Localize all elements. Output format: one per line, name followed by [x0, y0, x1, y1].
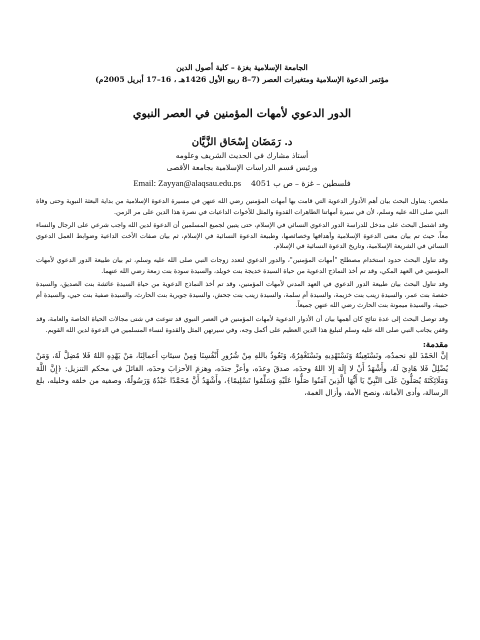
- page-content: [36, 62, 448, 622]
- introduction-heading: مقدمة:: [422, 339, 448, 350]
- author-name: د. رَمَضَان إِسْحَاق الزَّيَّان: [191, 137, 293, 148]
- email-block: [133, 178, 241, 188]
- author-contact: [36, 177, 448, 190]
- postal-address: فلسطين – غزة – ص ب 4051: [250, 179, 351, 188]
- email-label: Email:: [133, 178, 157, 188]
- abstract-paragraph: وقد تناول البحث بيان طبيعة الدور الدعوي في العهد المدني لأمهات المؤمنين، وقد تم أخذ النماذج الدعوية من حياة السيدة عائشة بنت الصديق، والسيدة حفصة بنت عمر، والسيدة زينب بنت خزيمة، والسيدة أم سلمة، والسيدة زينب بنت جحش، والسيدة جويرية بنت الحارث، والسيدة صفية بنت حيي، والسيدة أم حبيبة، والسيدة ميمونة بنت الحارث رضي الله عنهن جميعاً.: [36, 280, 448, 310]
- abstract-paragraph: وقد اشتمل البحث على مدخل للدراسة الدور الدعوي النسائي في الإسلام، حتى يتبين لجميع المسلمين أن الدعوة لدين الله واجب شرعي على الرجال والنساء معاً، حيث تم بيان معنى الدعوة الإسلامية وأهدافها وخصائصها، وطبيعة الدعوة النسائية في الإسلام، ثم بيان صفات الأخت الداعية وضوابط العمل الدعوي النسائي في الشريعة الإسلامية، وتاريخ الدعوة النسائية في الإسلام.: [36, 221, 448, 251]
- abstract: [36, 196, 448, 335]
- conference-line: مؤتمر الدعوة الإسلامية ومتغيرات العصر (7–8 ربيع الأول 1426هـ ، 16–17 أبريل 2005م): [95, 75, 389, 84]
- introduction-text: إنَّ الحَمْدَ للهِ نحمدُه، ونَسْتَعِينُهُ وَنَسْتَهْدِيهِ ونَسْتَغْفِرُهُ، وَنَعُوذُ باللهِ مِنْ شُرُورِ أَنْفُسِنَا وَمِنْ سيئاتِ أعمالِنَا، مَنْ يَهْدِهِ اللهُ فَلا مُضِلَّ لَهُ، وَمَنْ يُضْلِلْ فَلا هَادِيَ لَهُ، وأَشْهَدُ أَنْ لا إِلَهَ إِلا اللهُ وحدَه، صدقَ وعدَه، وأعزَّ جندَه، وهزمَ الأحزابَ وحدَه، القائلَ في محكم التنزيل: ﴿إِنَّ اللَّهَ وَمَلَائِكَتَهُ يُصَلُّونَ عَلَى النَّبِيِّ يَا أَيُّهَا الَّذِينَ آمَنُوا صَلُّوا عَلَيْهِ وَسَلِّمُوا تَسْلِيمًا﴾، وأَشْهَدُ أَنَّ مُحَمَّدًا عَبْدُهُ وَرَسُولُهُ، وصفيه من خلقه وخليله، بلغ الرسالة، وأدى الأمانة، ونصح الأمة، وأزال الغمة،: [36, 351, 448, 398]
- abstract-paragraph: ملخص: يتناول البحث بيان أهم الأدوار الدعوية التي قامت بها أمهات المؤمنين رضي الله عنهن في مسيرة الدعوة الإسلامية من بداية البعثة النبوية وحتى وفاة النبي صلى الله عليه وسلم، لأن في سيرة أمهاتنا الطاهرات القدوة والمثل للأخوات الداعيات في نصرة هذا الدين على مر الزمن.: [36, 197, 448, 216]
- abstract-paragraph: وقد تناول البحث حدود استخدام مصطلح "أمهات المؤمنين"، والدور الدعوي لتعدد زوجات النبي صلى الله عليه وسلم، ثم بيان طبيعة الدور الدعوي لأمهات المؤمنين في العهد المكي، وقد تم أخذ النماذج الدعوية من حياة السيدة خديجة بنت خويلد، والسيدة سودة بنت زمعة رضي الله عنهما.: [36, 255, 448, 275]
- introduction: [36, 338, 448, 400]
- abstract-paragraph: وقد توصل البحث إلى عدة نتائج كان أهمها بيان أن الأدوار الدعوية لأمهات المؤمنين في العصر النبوي قد تنوعت في شتى مجالات الحياة الخاصة والعامة، وقد وقفن بجانب النبي صلى الله عليه وسلم لتبليغ هذا الدين العظيم على أكمل وجه، وفي سيرتهن المثل والقدوة لنساء المسلمين في الدعوة لدين الله القويم.: [36, 314, 448, 334]
- conference-header: [36, 62, 448, 86]
- email-address[interactable]: Zayyan@alaqsau.edu.ps: [158, 178, 242, 188]
- author-department: ورئيس قسم الدراسات الإسلامية بجامعة الأقصى: [166, 163, 318, 172]
- university-line: الجامعة الإسلامية بغزة – كلية أصول الدين: [176, 63, 308, 72]
- author-position: أستاذ مشارك في الحديث الشريف وعلومه: [175, 151, 309, 160]
- paper-title: الدور الدعوي لأمهات المؤمنين في العصر النبوي: [132, 107, 352, 120]
